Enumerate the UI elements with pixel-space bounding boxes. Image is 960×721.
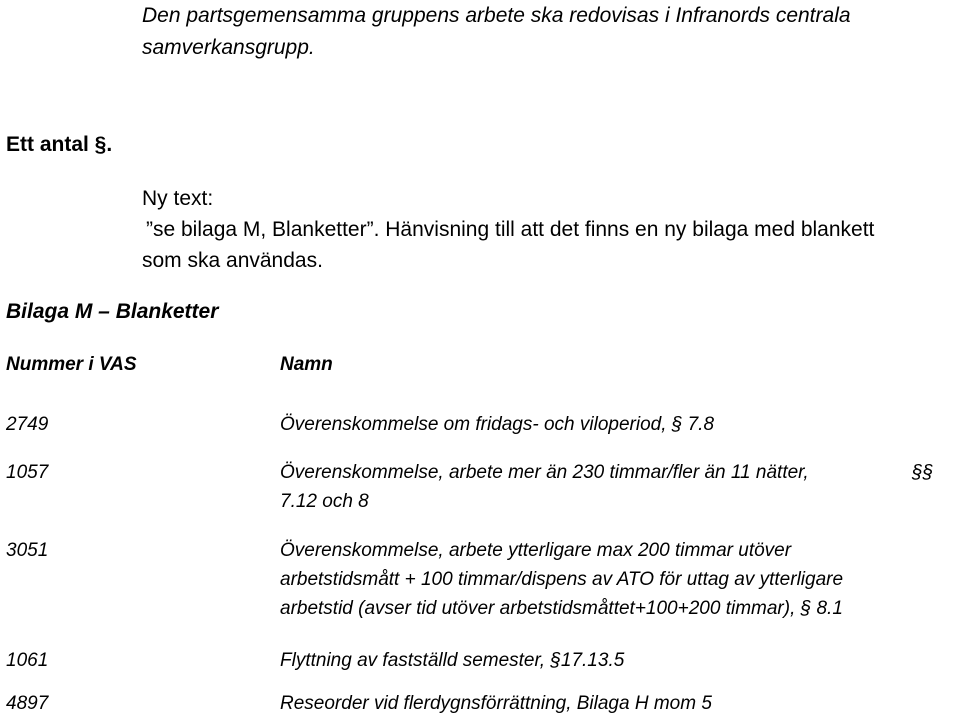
column-header-number: Nummer i VAS bbox=[6, 354, 137, 375]
table-row bbox=[0, 689, 960, 719]
row-name-line: Överenskommelse, arbete ytterligare max 200 timmar utöver bbox=[280, 540, 792, 561]
intro-line-1: Den partsgemensamma gruppens arbete ska redovisas i Infranords centrala bbox=[142, 4, 851, 27]
row-name-line: Överenskommelse, arbete mer än 230 timmar/fler än 11 nätter, bbox=[280, 462, 809, 483]
row-number: 1061 bbox=[6, 650, 49, 671]
row-number: 3051 bbox=[6, 540, 49, 561]
row-number: 2749 bbox=[6, 414, 49, 435]
intro-line-2: samverkansgrupp. bbox=[142, 36, 315, 59]
row-name bbox=[280, 689, 712, 718]
new-text-line-1: ”se bilaga M, Blanketter”. Hänvisning till att det finns en ny bilaga med blankett bbox=[146, 218, 875, 241]
section-heading: Ett antal §. bbox=[6, 133, 113, 156]
row-name-line: Överenskommelse om fridags- och viloperiod, § 7.8 bbox=[280, 414, 715, 435]
row-name bbox=[280, 646, 624, 675]
row-name-line: 7.12 och 8 bbox=[280, 491, 369, 512]
new-text-label: Ny text: bbox=[142, 187, 214, 210]
intro-paragraph bbox=[142, 0, 942, 64]
row-number: 4897 bbox=[6, 693, 49, 714]
row-name bbox=[280, 458, 809, 516]
paragraph-symbol: §§ bbox=[912, 462, 934, 483]
new-text-line-2: som ska användas. bbox=[142, 249, 323, 272]
row-number: 1057 bbox=[6, 462, 49, 483]
table-row bbox=[0, 410, 960, 440]
row-name-line: arbetstid (avser tid utöver arbetstidsmåttet+100+200 timmar), § 8.1 bbox=[280, 598, 843, 619]
bilaga-title: Bilaga M – Blanketter bbox=[6, 300, 219, 323]
table-row bbox=[0, 646, 960, 676]
row-name-line: arbetstidsmått + 100 timmar/dispens av ATO för uttag av ytterligare bbox=[280, 569, 844, 590]
table-row bbox=[0, 458, 960, 518]
row-name bbox=[280, 536, 843, 623]
column-header-name: Namn bbox=[280, 354, 333, 375]
row-name-line: Reseorder vid flerdygnsförrättning, Bilaga H mom 5 bbox=[280, 693, 712, 714]
table-row bbox=[0, 536, 960, 626]
row-name-line: Flyttning av fastställd semester, §17.13.5 bbox=[280, 650, 625, 671]
new-text-block bbox=[142, 183, 874, 276]
row-name bbox=[280, 410, 714, 439]
